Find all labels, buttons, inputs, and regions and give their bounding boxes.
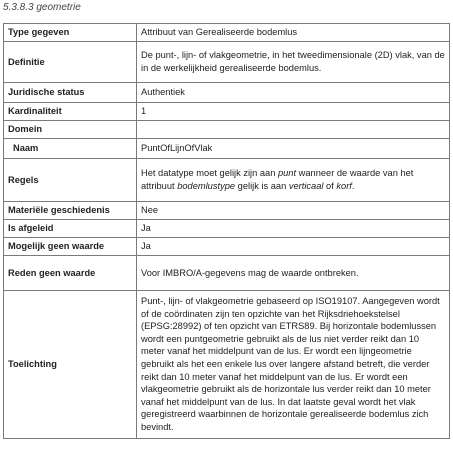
table-row-kardinaliteit <box>4 103 450 121</box>
row-label: Mogelijk geen waarde <box>4 238 137 256</box>
table-row-mogelijk-geen-waarde <box>4 238 450 256</box>
row-value: 1 <box>137 103 450 121</box>
regels-text: Het datatype moet gelijk zijn aan <box>141 168 278 179</box>
row-label: Juridische status <box>4 83 137 103</box>
row-label: Domein <box>4 121 137 139</box>
row-value <box>137 159 450 202</box>
table-row-materiele-geschiedenis <box>4 202 450 220</box>
row-label: Is afgeleid <box>4 220 137 238</box>
regels-emphasis: verticaal <box>288 181 324 191</box>
table-row-domein <box>4 121 450 139</box>
row-value: Ja <box>137 220 450 238</box>
table-row-juridische-status <box>4 83 450 103</box>
regels-emphasis: bodemlustype <box>177 181 236 191</box>
row-value <box>137 121 450 139</box>
row-value: Attribuut van Gerealiseerde bodemlus <box>137 24 450 42</box>
row-label: Materiële geschiedenis <box>4 202 137 220</box>
row-value: PuntOfLijnOfVlak <box>137 139 450 159</box>
regels-emphasis: korf <box>336 181 352 191</box>
row-label: Regels <box>4 159 137 202</box>
table-row-definitie <box>4 42 450 83</box>
regels-text: wanneer de waarde van het attribuut <box>141 168 414 191</box>
row-value: De punt-, lijn- of vlakgeometrie, in het tweedimensionale (2D) vlak, van de in de werkelijkheid gerealiseerde bodemlus. <box>137 42 450 83</box>
row-label: Naam <box>4 139 137 159</box>
table-row-naam <box>4 139 450 159</box>
row-label: Definitie <box>4 42 137 83</box>
toelichting-text: Punt-, lijn- of vlakgeometrie gebaseerd op ISO19107. Aangegeven wordt of de coördinaten zijn ten opzichte van het Rijksdriehoekstelsel (EPSG:28992) of ten opzicht van ETRS89. Bij horizontale bodemlussen wordt een puntgeometrie gebruikt als de lus niet verder reikt dan 10 meter vanaf het middelpunt van de lus. Er wordt een lijngeometrie gebruikt als het een enkele lus over langere afstand betreft, die verder reikt dan 10 meter vanaf het middelpunt van de lus. Er wordt een vlakgeometrie gebruikt als de horizontale lus verder reikt dan 10 meter vanaf het middelpunt van de lus. In dat laatste geval wordt het vlak geregistreerd waarbinnen de horizontale gerealiseerde bodemlus zich bevindt. <box>141 296 440 432</box>
row-label: Kardinaliteit <box>4 103 137 121</box>
regels-text: of <box>323 181 337 191</box>
row-value: Ja <box>137 238 450 256</box>
section-heading: 5.3.8.3 geometrie <box>3 2 81 13</box>
table-row-type-gegeven <box>4 24 450 42</box>
table-row-toelichting <box>4 291 450 439</box>
table-row-is-afgeleid <box>4 220 450 238</box>
row-value: Voor IMBRO/A-gegevens mag de waarde ontbreken. <box>137 256 450 291</box>
table-row-regels <box>4 159 450 202</box>
regels-text: gelijk is aan <box>235 181 289 191</box>
table-row-reden-geen-waarde <box>4 256 450 291</box>
row-value <box>137 291 450 439</box>
regels-text: . <box>351 181 355 191</box>
row-value: Nee <box>137 202 450 220</box>
regels-emphasis: punt <box>277 168 297 179</box>
row-label: Toelichting <box>4 291 137 439</box>
row-label: Type gegeven <box>4 24 137 42</box>
row-label: Reden geen waarde <box>4 256 137 291</box>
attribute-spec-table <box>3 23 450 439</box>
row-value: Authentiek <box>137 83 450 103</box>
